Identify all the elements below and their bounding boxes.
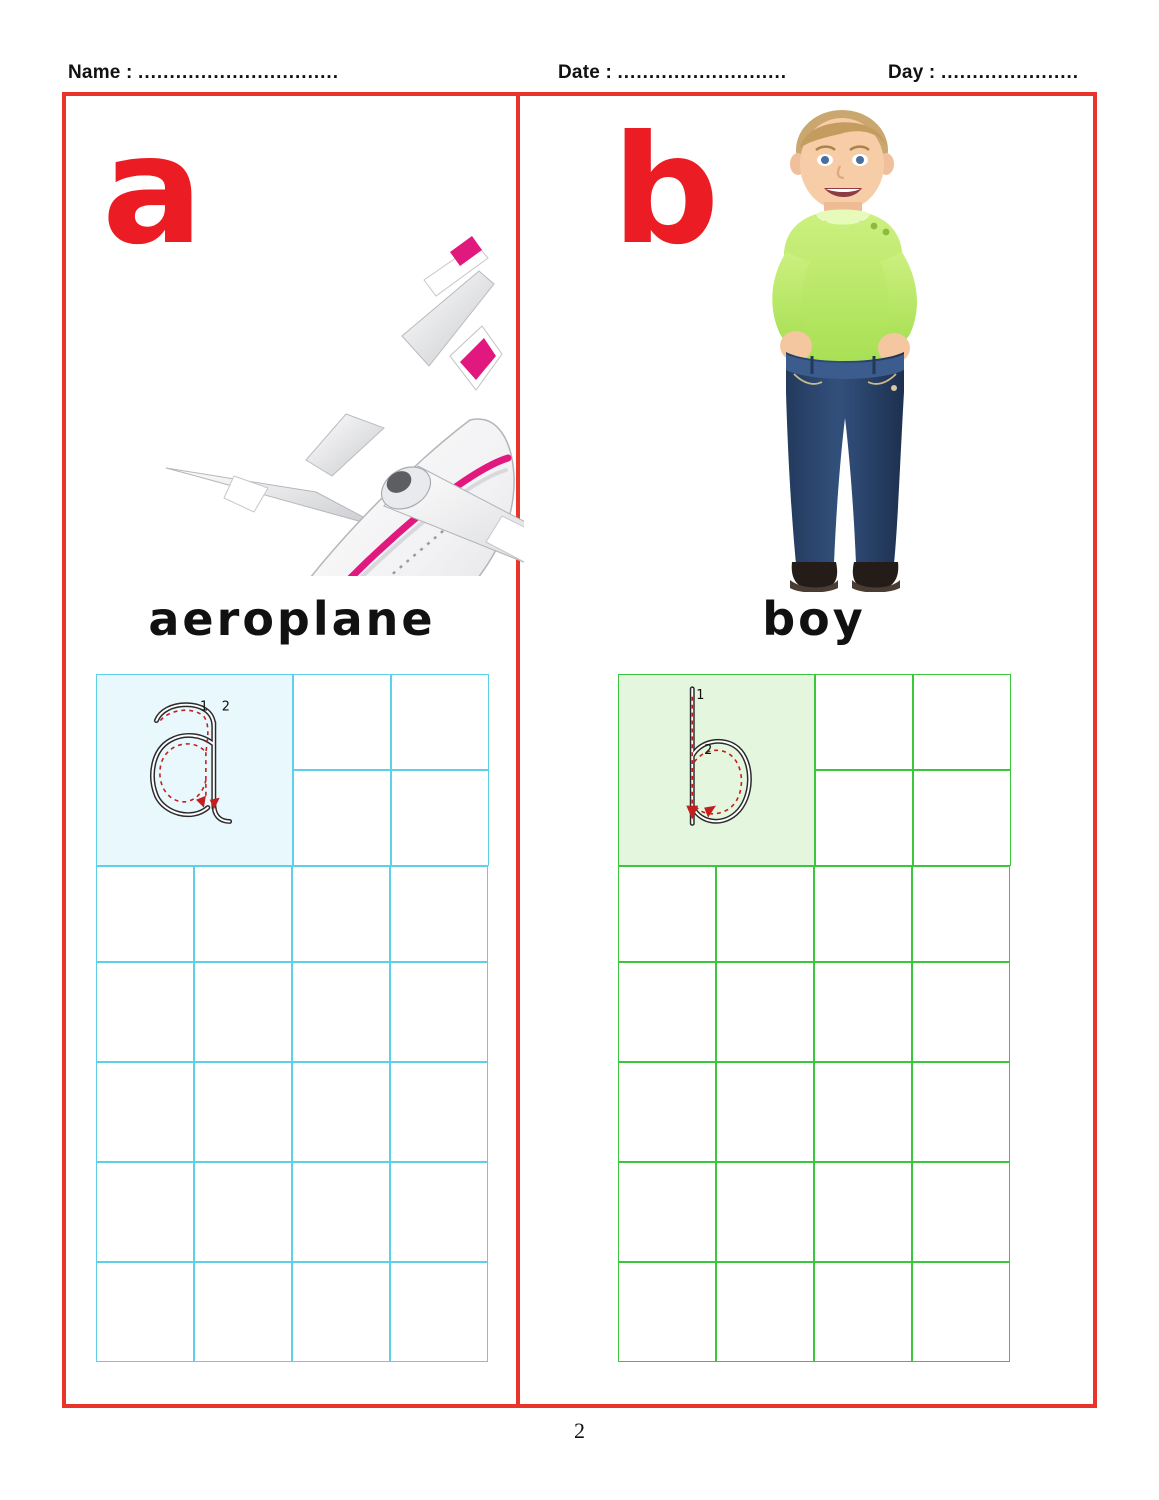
grid-row bbox=[618, 962, 1012, 1062]
trace-cell[interactable] bbox=[618, 866, 716, 962]
date-field[interactable] bbox=[558, 62, 787, 84]
aeroplane-photo bbox=[84, 176, 524, 576]
blank-cell[interactable] bbox=[292, 1062, 390, 1162]
svg-text:1: 1 bbox=[199, 699, 209, 715]
model-letter-cell-b bbox=[618, 674, 815, 866]
blank-cell[interactable] bbox=[390, 1162, 488, 1262]
practice-grid-b[interactable] bbox=[618, 674, 1012, 1366]
blank-cell[interactable] bbox=[194, 1062, 292, 1162]
big-letter-a: a bbox=[102, 104, 204, 278]
blank-cell[interactable] bbox=[618, 1262, 716, 1362]
blank-cell[interactable] bbox=[390, 962, 488, 1062]
grid-row bbox=[618, 1062, 1012, 1162]
blank-cell[interactable] bbox=[912, 1062, 1010, 1162]
trace-cell[interactable] bbox=[815, 770, 913, 866]
word-label-aeroplane: aeroplane bbox=[148, 592, 436, 646]
blank-cell[interactable] bbox=[716, 1062, 814, 1162]
blank-cell[interactable] bbox=[292, 1162, 390, 1262]
trace-cell[interactable] bbox=[814, 866, 912, 962]
blank-cell[interactable] bbox=[618, 1162, 716, 1262]
grid-row bbox=[96, 1262, 490, 1362]
worksheet-header bbox=[60, 58, 1100, 88]
svg-text:1: 1 bbox=[696, 687, 705, 703]
blank-cell[interactable] bbox=[912, 962, 1010, 1062]
blank-cell[interactable] bbox=[194, 962, 292, 1062]
grid-row bbox=[96, 866, 490, 962]
grid-row bbox=[618, 1162, 1012, 1262]
blank-cell[interactable] bbox=[814, 1262, 912, 1362]
name-label: Name : bbox=[68, 62, 133, 83]
blank-cell[interactable] bbox=[96, 1262, 194, 1362]
svg-text:2: 2 bbox=[221, 699, 230, 715]
word-label-boy: boy bbox=[762, 592, 866, 646]
blank-cell[interactable] bbox=[912, 1162, 1010, 1262]
trace-cell[interactable] bbox=[391, 770, 489, 866]
date-input-line[interactable]: ........................... bbox=[617, 62, 788, 83]
trace-cell[interactable] bbox=[716, 866, 814, 962]
grid-row bbox=[618, 866, 1012, 962]
grid-row bbox=[96, 1062, 490, 1162]
boy-photo bbox=[728, 102, 958, 592]
trace-cell[interactable] bbox=[913, 674, 1011, 770]
blank-cell[interactable] bbox=[618, 962, 716, 1062]
trace-cell[interactable] bbox=[815, 674, 913, 770]
grid-row bbox=[96, 1162, 490, 1262]
big-letter-b: b bbox=[612, 104, 720, 278]
blank-cell[interactable] bbox=[194, 1262, 292, 1362]
blank-cell[interactable] bbox=[618, 1062, 716, 1162]
blank-cell[interactable] bbox=[96, 1162, 194, 1262]
trace-cell[interactable] bbox=[913, 770, 1011, 866]
day-field[interactable] bbox=[888, 62, 1079, 84]
blank-cell[interactable] bbox=[814, 962, 912, 1062]
trace-cell[interactable] bbox=[390, 866, 488, 962]
grid-row bbox=[96, 674, 490, 770]
blank-cell[interactable] bbox=[390, 1062, 488, 1162]
svg-text:2: 2 bbox=[704, 743, 713, 759]
blank-cell[interactable] bbox=[194, 1162, 292, 1262]
trace-cell[interactable] bbox=[194, 866, 292, 962]
trace-cell[interactable] bbox=[293, 674, 391, 770]
grid-row bbox=[618, 674, 1012, 770]
blank-cell[interactable] bbox=[814, 1162, 912, 1262]
page-number: 2 bbox=[574, 1418, 585, 1443]
blank-cell[interactable] bbox=[716, 1262, 814, 1362]
panel-letter-b bbox=[588, 96, 1040, 1404]
name-field[interactable] bbox=[68, 62, 339, 84]
panel-letter-a bbox=[66, 96, 518, 1404]
practice-grid-a[interactable] bbox=[96, 674, 490, 1366]
blank-cell[interactable] bbox=[814, 1062, 912, 1162]
trace-cell[interactable] bbox=[391, 674, 489, 770]
blank-cell[interactable] bbox=[292, 1262, 390, 1362]
blank-cell[interactable] bbox=[96, 962, 194, 1062]
model-letter-cell-a bbox=[96, 674, 293, 866]
trace-cell[interactable] bbox=[292, 866, 390, 962]
trace-cell[interactable] bbox=[912, 866, 1010, 962]
blank-cell[interactable] bbox=[96, 1062, 194, 1162]
name-input-line[interactable]: ................................ bbox=[138, 62, 339, 83]
blank-cell[interactable] bbox=[292, 962, 390, 1062]
trace-cell[interactable] bbox=[293, 770, 391, 866]
blank-cell[interactable] bbox=[390, 1262, 488, 1362]
blank-cell[interactable] bbox=[716, 1162, 814, 1262]
blank-cell[interactable] bbox=[716, 962, 814, 1062]
grid-row bbox=[618, 1262, 1012, 1362]
trace-cell[interactable] bbox=[96, 866, 194, 962]
day-label: Day : bbox=[888, 62, 936, 83]
date-label: Date : bbox=[558, 62, 612, 83]
blank-cell[interactable] bbox=[912, 1262, 1010, 1362]
day-input-line[interactable]: ...................... bbox=[940, 62, 1080, 83]
grid-row bbox=[96, 962, 490, 1062]
grid-row bbox=[815, 770, 1159, 866]
